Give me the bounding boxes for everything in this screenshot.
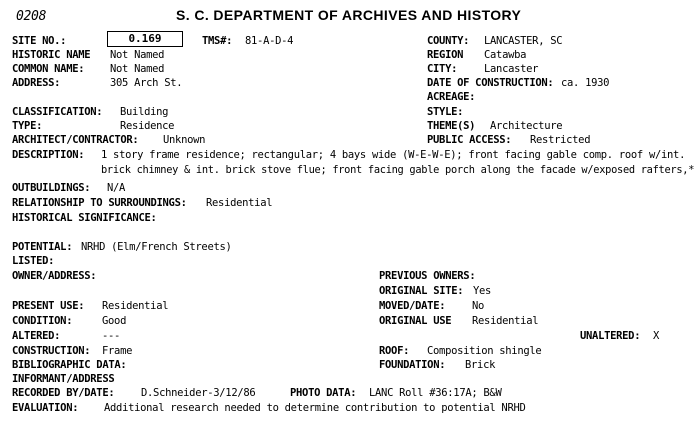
foundation-label: FOUNDATION: (379, 359, 446, 371)
date-of-construction-value: ca. 1930 (561, 77, 610, 89)
type-label: TYPE: (12, 120, 43, 132)
theme-value: Architecture (490, 120, 563, 132)
historic-name-value: Not Named (110, 49, 165, 61)
acreage-label: ACREAGE: (427, 91, 476, 103)
city-value: Lancaster (484, 63, 539, 75)
architect-value: Unknown (163, 134, 206, 146)
tms-value: 81-A-D-4 (245, 35, 294, 47)
potential-value: NRHD (Elm/French Streets) (81, 241, 232, 253)
city-label: CITY: (427, 63, 458, 75)
altered-label: ALTERED: (12, 330, 61, 342)
region-label: REGION (427, 49, 464, 61)
unaltered-label: UNALTERED: (580, 330, 641, 342)
construction-value: Frame (102, 345, 133, 357)
original-site-label: ORIGINAL SITE: (379, 285, 464, 297)
unaltered-value: X (653, 330, 660, 342)
outbuildings-value: N/A (107, 182, 126, 194)
description-line-2: brick chimney & int. brick stove flue; front facing gable porch along the facade w/exposed rafters,* (101, 164, 695, 176)
photo-data-value: LANC Roll #36:17A; B&W (369, 387, 502, 399)
moved-date-label: MOVED/DATE: (379, 300, 446, 312)
handwritten-number: 0208 (16, 9, 47, 24)
previous-owners-label: PREVIOUS OWNERS: (379, 270, 476, 282)
present-use-value: Residential (102, 300, 169, 312)
bibliographic-data-label: BIBLIOGRAPHIC DATA: (12, 359, 127, 371)
original-site-value: Yes (473, 285, 492, 297)
region-value: Catawba (484, 49, 527, 61)
roof-value: Composition shingle (427, 345, 542, 357)
evaluation-label: EVALUATION: (12, 402, 79, 414)
county-label: COUNTY: (427, 35, 470, 47)
outbuildings-label: OUTBUILDINGS: (12, 182, 91, 194)
description-label: DESCRIPTION: (12, 149, 85, 161)
present-use-label: PRESENT USE: (12, 300, 85, 312)
site-no-box: 0.169 (107, 31, 183, 47)
date-of-construction-label: DATE OF CONSTRUCTION: (427, 77, 554, 89)
relationship-label: RELATIONSHIP TO SURROUNDINGS: (12, 197, 187, 209)
evaluation-value: Additional research needed to determine contribution to potential NRHD (104, 402, 526, 414)
roof-label: ROOF: (379, 345, 410, 357)
classification-value: Building (120, 106, 169, 118)
address-label: ADDRESS: (12, 77, 61, 89)
historic-name-label: HISTORIC NAME (12, 49, 91, 61)
listed-label: LISTED: (12, 255, 55, 267)
site-no-label: SITE NO.: (12, 35, 67, 47)
recorded-by-value: D.Schneider-3/12/86 (141, 387, 256, 399)
condition-value: Good (102, 315, 127, 327)
historical-significance-label: HISTORICAL SIGNIFICANCE: (12, 212, 157, 224)
original-use-label: ORIGINAL USE (379, 315, 452, 327)
common-name-value: Not Named (110, 63, 165, 75)
photo-data-label: PHOTO DATA: (290, 387, 357, 399)
foundation-value: Brick (465, 359, 496, 371)
county-value: LANCASTER, SC (484, 35, 563, 47)
address-value: 305 Arch St. (110, 77, 183, 89)
tms-label: TMS#: (202, 35, 233, 47)
common-name-label: COMMON NAME: (12, 63, 85, 75)
type-value: Residence (120, 120, 175, 132)
original-use-value: Residential (472, 315, 539, 327)
classification-label: CLASSIFICATION: (12, 106, 103, 118)
relationship-value: Residential (206, 197, 273, 209)
description-line-1: 1 story frame residence; rectangular; 4 bays wide (W-E-W-E); front facing gable comp. roof w/int. (101, 149, 686, 161)
informant-address-label: INFORMANT/ADDRESS (12, 373, 115, 385)
condition-label: CONDITION: (12, 315, 73, 327)
owner-address-label: OWNER/ADDRESS: (12, 270, 97, 282)
recorded-by-label: RECORDED BY/DATE: (12, 387, 115, 399)
page-title: S. C. DEPARTMENT OF ARCHIVES AND HISTORY (176, 7, 522, 23)
public-access-value: Restricted (530, 134, 591, 146)
style-label: STYLE: (427, 106, 464, 118)
public-access-label: PUBLIC ACCESS: (427, 134, 512, 146)
potential-label: POTENTIAL: (12, 241, 73, 253)
construction-label: CONSTRUCTION: (12, 345, 91, 357)
theme-label: THEME(S) (427, 120, 476, 132)
altered-value: --- (102, 330, 121, 342)
architect-label: ARCHITECT/CONTRACTOR: (12, 134, 139, 146)
moved-date-value: No (472, 300, 485, 312)
